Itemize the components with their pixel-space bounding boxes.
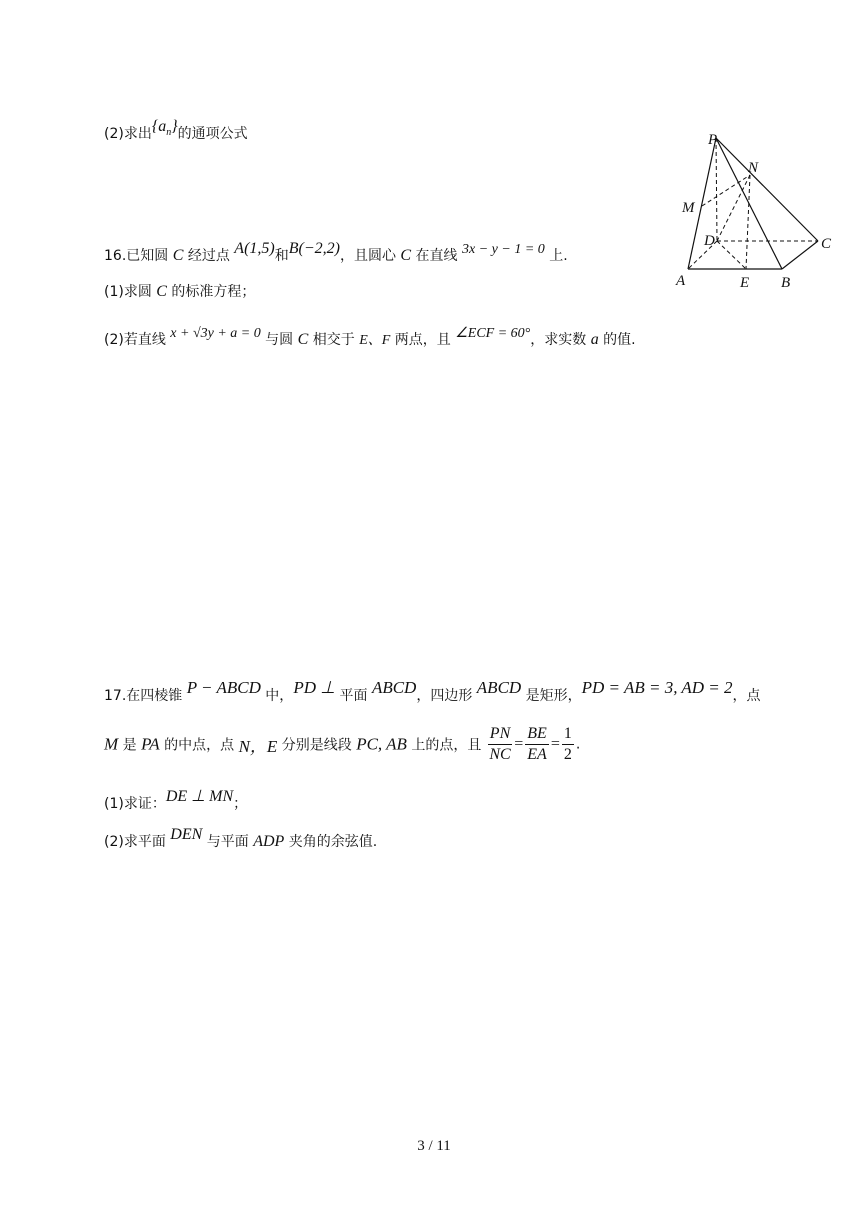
math: C xyxy=(156,283,167,300)
q16-part1 xyxy=(104,282,255,302)
text: n xyxy=(166,127,172,139)
math: A(1,5) xyxy=(234,240,275,257)
math: PA xyxy=(141,734,160,754)
math: C xyxy=(400,247,412,264)
denominator: EA xyxy=(527,746,547,763)
text: (1)求圆 xyxy=(104,284,157,300)
label-A: A xyxy=(676,273,686,289)
math: P − ABCD xyxy=(186,678,261,697)
math: ADP xyxy=(253,833,285,850)
q16-part2 xyxy=(104,326,636,351)
math: PC, AB xyxy=(356,734,407,754)
text: 的值. xyxy=(598,332,636,348)
text: ，求实数 xyxy=(530,332,591,348)
page-number: 3 / 11 xyxy=(417,1138,451,1154)
text: 经过点 xyxy=(183,248,235,264)
q17-part1 xyxy=(104,788,248,814)
math: C xyxy=(297,331,309,348)
math: M xyxy=(104,734,119,754)
text: 夹角的余弦值. xyxy=(284,834,378,850)
math: ABCD xyxy=(371,678,417,697)
numerator: PN xyxy=(488,724,512,745)
math: a xyxy=(590,331,599,348)
numerator: BE xyxy=(525,724,549,745)
text: ，且圆心 xyxy=(339,248,401,264)
label-N: N xyxy=(748,160,759,176)
math: 3x − y − 1 = 0 xyxy=(462,242,545,257)
text: } xyxy=(171,118,178,135)
text: (2)求出 xyxy=(104,126,152,142)
math: PD ⊥ xyxy=(293,678,336,697)
label-C: C xyxy=(821,236,832,252)
math: E、F xyxy=(359,333,391,348)
math: = xyxy=(550,735,560,753)
label-B: B xyxy=(781,275,791,290)
edge-NE xyxy=(746,175,750,269)
text: 上. xyxy=(544,248,568,264)
edge-ND xyxy=(717,175,750,241)
edge-PC xyxy=(716,138,818,241)
q17-stem xyxy=(104,678,761,706)
edge-PD xyxy=(716,138,717,241)
question-number: 16. xyxy=(104,248,127,264)
math: PD = AB = 3, AD = 2 xyxy=(581,678,733,697)
text: . xyxy=(575,736,581,753)
text: 与圆 xyxy=(260,332,298,348)
fraction-one-half xyxy=(562,724,574,765)
label-P: P xyxy=(708,132,718,148)
q15-part2 xyxy=(104,118,248,150)
text: (1)求证： xyxy=(104,796,166,812)
sequence-notation xyxy=(151,118,178,139)
edge-BC xyxy=(782,241,818,269)
math: N，E xyxy=(238,737,278,756)
math: ABCD xyxy=(476,678,522,697)
math: = xyxy=(514,735,524,753)
text: 两点，且 xyxy=(390,332,456,348)
text: (2)求平面 xyxy=(104,834,171,850)
label-E: E xyxy=(740,275,750,290)
numerator: 1 xyxy=(562,724,574,745)
math: x + √3y + a = 0 xyxy=(170,326,261,341)
math: DEN xyxy=(170,826,203,843)
math: B(−2,2) xyxy=(288,240,340,257)
q17-line2 xyxy=(104,724,580,765)
text: 在直线 xyxy=(411,248,462,264)
text: 的中点，点 xyxy=(159,737,239,754)
math: DE ⊥ MN xyxy=(165,788,234,805)
text: 与平面 xyxy=(202,834,254,850)
text: 分别是线段 xyxy=(277,737,357,754)
text: 已知圆 xyxy=(126,248,173,264)
text: {a xyxy=(151,118,167,135)
text: ，点 xyxy=(732,688,761,704)
text: 的标准方程； xyxy=(166,284,256,300)
text: 上的点，且 xyxy=(406,737,486,754)
text: 是 xyxy=(118,737,142,754)
text: 中， xyxy=(260,688,294,704)
denominator: 2 xyxy=(563,746,572,763)
text: 平面 xyxy=(335,688,372,704)
text: 是矩形， xyxy=(521,688,582,704)
q17-part2 xyxy=(104,826,378,852)
label-M: M xyxy=(682,200,695,216)
text: 的通项公式 xyxy=(177,126,248,142)
text: ； xyxy=(233,796,248,812)
denominator: NC xyxy=(489,746,511,763)
fraction-PN-NC xyxy=(488,724,512,765)
text: 相交于 xyxy=(308,332,360,348)
question-number: 17. xyxy=(104,688,127,704)
label-D: D xyxy=(704,233,715,249)
edge-DE xyxy=(717,241,746,269)
q16-stem xyxy=(104,240,568,267)
text: 在四棱锥 xyxy=(126,688,187,704)
fraction-BE-EA xyxy=(525,724,549,765)
math: ∠ECF = 60° xyxy=(455,326,531,341)
pyramid-figure xyxy=(672,130,842,290)
text: ，四边形 xyxy=(416,688,477,704)
math: C xyxy=(172,247,184,264)
text: 和 xyxy=(274,248,289,264)
text: (2)若直线 xyxy=(104,332,171,348)
